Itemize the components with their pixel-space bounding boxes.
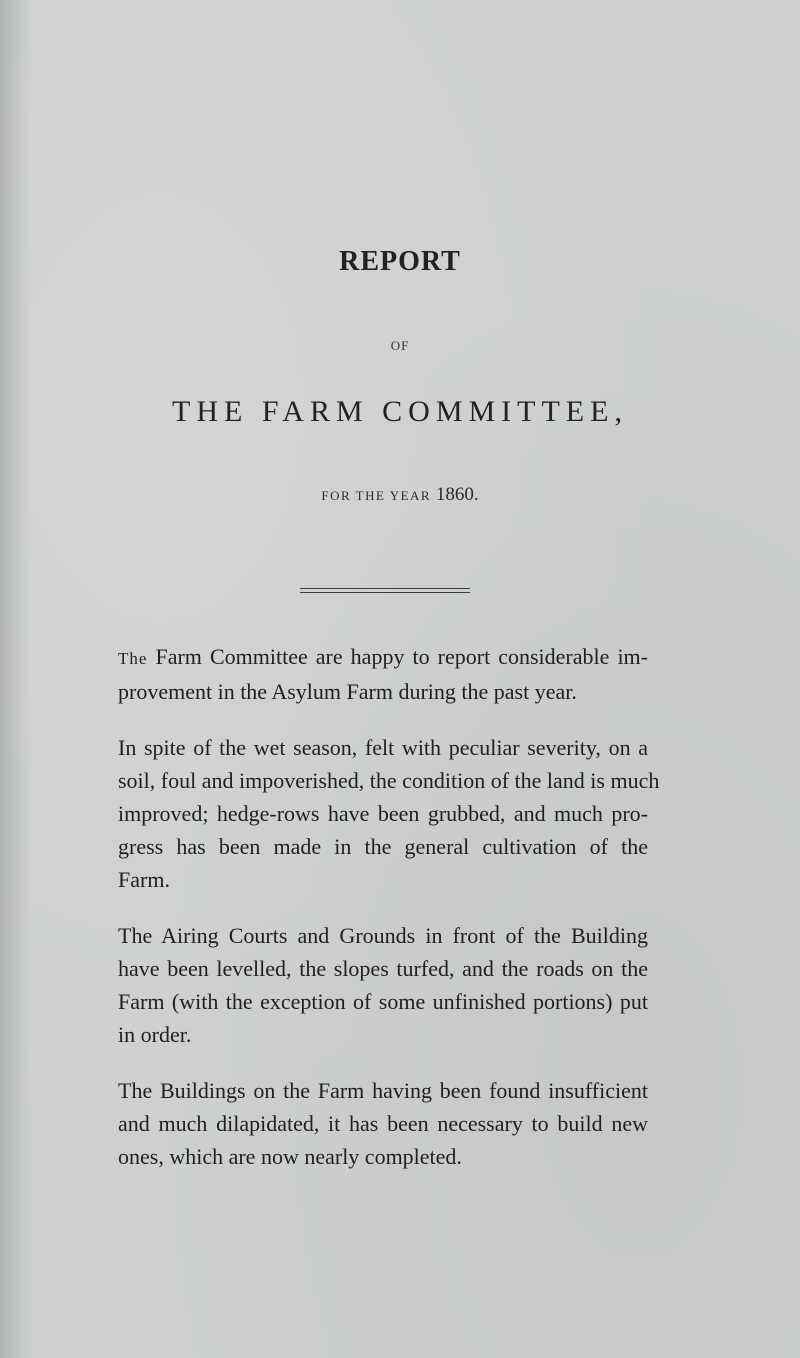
paragraph-lead: The (118, 649, 148, 668)
paragraph-line-text: Farm Committee are happy to report considerable im- (155, 644, 648, 669)
paragraph-line: gress has been made in the general cultivation of the (118, 834, 648, 859)
paragraph-line: and much dilapidated, it has been necessary to build new (118, 1111, 648, 1136)
year-subtitle (0, 484, 800, 506)
committee-title: THE FARM COMMITTEE, (172, 395, 628, 428)
paragraph-line: in order. (118, 1022, 192, 1047)
year-value: 1860. (435, 484, 479, 505)
paragraph-3 (118, 919, 648, 1051)
paragraph-line: ones, which are now nearly completed. (118, 1144, 462, 1169)
divider-rule-bottom (300, 592, 470, 593)
report-body (118, 640, 660, 1196)
paragraph-line: The Buildings on the Farm having been found insufficient (118, 1078, 648, 1103)
page-edge-shadow (0, 0, 30, 1358)
divider-rule-top (300, 588, 470, 589)
paragraph-line: have been levelled, the slopes turfed, and the roads on the (118, 956, 648, 981)
paragraph-4 (118, 1074, 648, 1173)
paragraph-line: improved; hedge-rows have been grubbed, and much pro- (118, 801, 648, 826)
paragraph-1 (118, 640, 648, 708)
title-of: OF (390, 338, 410, 353)
paragraph-line (118, 640, 648, 675)
paragraph-2 (118, 731, 660, 896)
paragraph-line: Farm (with the exception of some unfinished portions) put (118, 989, 648, 1014)
paragraph-line: The Airing Courts and Grounds in front of the Building (118, 923, 648, 948)
paragraph-line: Farm. (118, 867, 170, 892)
year-prefix: FOR THE YEAR (321, 488, 432, 503)
report-title: REPORT (339, 246, 461, 277)
paragraph-line: In spite of the wet season, felt with peculiar severity, on a (118, 735, 648, 760)
paragraph-line: provement in the Asylum Farm during the past year. (118, 679, 577, 704)
paragraph-line: soil, foul and impoverished, the condition of the land is much (118, 768, 660, 793)
